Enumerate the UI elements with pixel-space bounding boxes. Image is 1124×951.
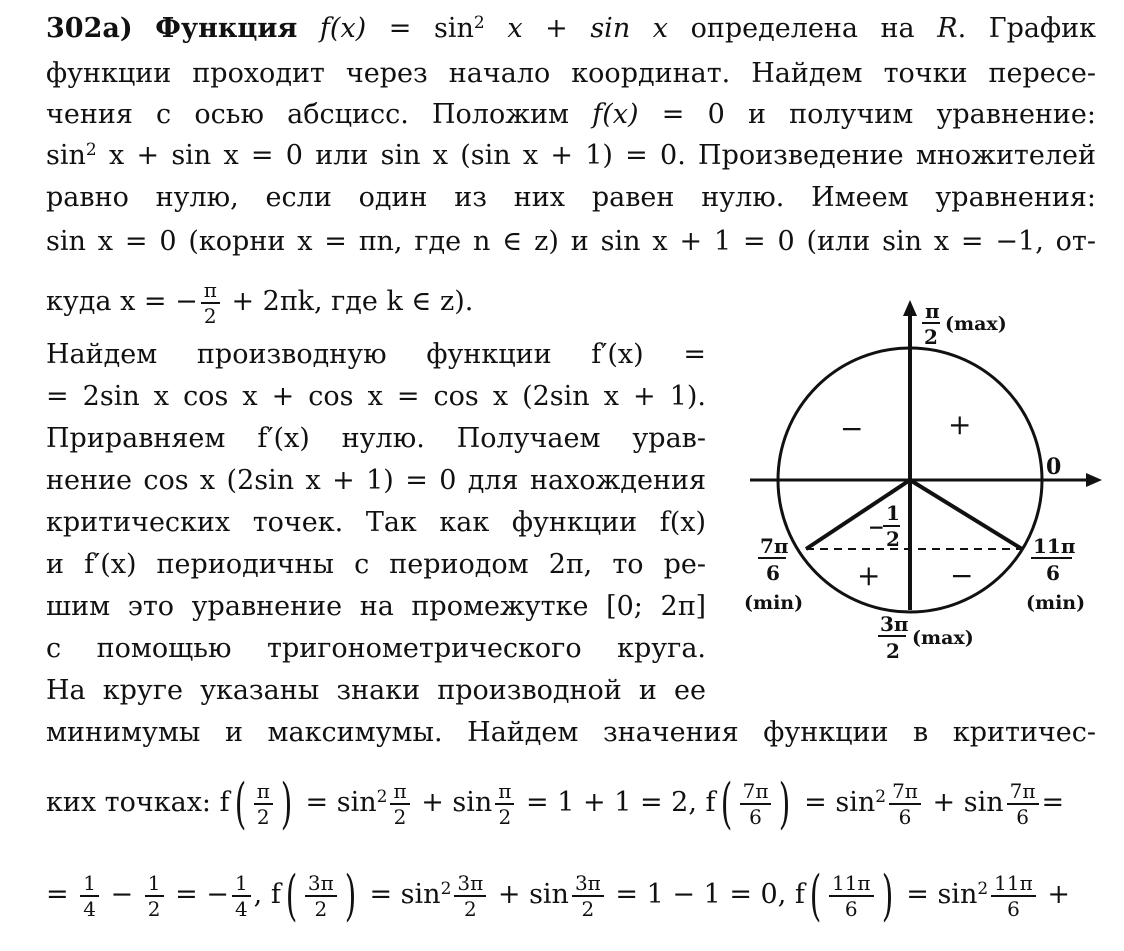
text-line-17: минимумы и максимумы. Найдем значения функции в критичес- — [46, 717, 1096, 748]
l1-f: f(x) — [319, 13, 367, 44]
l19-i: = sin — [906, 879, 978, 910]
text-line-4 — [46, 139, 1096, 173]
sign-upper-right: + — [948, 408, 972, 441]
l19-b: − — [110, 879, 134, 910]
fraction — [991, 871, 1036, 921]
fraction-num: π — [201, 278, 220, 304]
text-line-11: нение cos x (2sin x + 1) = 0 для нахождения — [46, 465, 706, 496]
paren-close: ) — [779, 771, 791, 835]
l3-f: f(x) — [592, 99, 639, 130]
y-axis-arrow — [903, 300, 917, 316]
fraction-den: 6 — [749, 804, 762, 829]
text-line-6: sin x = 0 (корни x = πn, где n ∈ z) и sin x + 1 = 0 (или sin x = −1, от- — [46, 226, 1096, 257]
paren-open: ( — [285, 863, 298, 927]
fraction — [145, 871, 164, 921]
fraction-num: 3π — [572, 871, 604, 897]
fraction — [1007, 779, 1039, 829]
left-tag: (min) — [744, 592, 804, 614]
fraction-den: 6 — [1007, 896, 1020, 921]
fraction-num: 11π — [829, 871, 874, 897]
l1-a: Функция — [155, 13, 298, 44]
fraction-den: 2 — [314, 896, 328, 921]
fraction — [201, 278, 220, 328]
l19-g: + sin — [497, 879, 569, 910]
l1-R: R — [937, 13, 958, 44]
fraction-num: π — [254, 779, 273, 805]
top-tag: (max) — [945, 313, 1007, 335]
fraction-num: π — [390, 779, 409, 805]
text-line-5: равно нулю, если один из них равен нулю. Имеем уравнения: — [46, 182, 1096, 213]
l19-j: + — [1047, 879, 1070, 910]
trig-circle-diagram — [740, 290, 1110, 670]
fraction — [740, 779, 772, 829]
paren-close: ) — [280, 771, 293, 835]
l19-h: = 1 − 1 = 0, f — [615, 879, 805, 910]
right-tag: (min) — [1026, 592, 1086, 614]
fraction-num: 1 — [145, 871, 164, 897]
fraction — [232, 871, 251, 921]
fraction — [390, 779, 409, 829]
fraction-den: 2 — [581, 896, 595, 921]
l19-sq: 2 — [440, 879, 452, 899]
left-den: 6 — [766, 561, 780, 585]
fraction-den: 6 — [1016, 804, 1029, 829]
fraction — [254, 779, 273, 829]
sign-lower-right: − — [950, 559, 974, 592]
fraction-den: 4 — [234, 896, 248, 921]
center-minus: − — [868, 515, 885, 539]
l19-a: = — [46, 879, 69, 910]
radius-11pi6 — [910, 480, 1022, 549]
l4-b: x + sin x = 0 или sin x (sin x + 1) = 0. Произведение множителей — [108, 140, 1096, 171]
fraction-num: 1 — [80, 871, 99, 897]
fraction — [454, 871, 486, 921]
fraction-den: 2 — [147, 896, 161, 921]
l4-sq: 2 — [85, 140, 97, 160]
l19-e: = sin — [369, 879, 441, 910]
fraction — [80, 871, 99, 921]
fraction-den: 2 — [463, 896, 477, 921]
l19-sq2: 2 — [977, 879, 989, 899]
left-num: 7π — [760, 534, 789, 558]
l18-g: + sin — [932, 787, 1004, 818]
l18-sq2: 2 — [875, 787, 887, 807]
text-line-2: функции проходит через начало координат. Найдем точки пересе- — [46, 58, 1096, 89]
fraction-num: π — [495, 779, 514, 805]
text-line-3 — [46, 98, 1096, 132]
l18-a: ких точках: f — [46, 787, 230, 818]
fraction — [572, 871, 604, 921]
text-line-18 — [46, 758, 1064, 848]
l19-c: = − — [175, 879, 229, 910]
fraction — [829, 871, 874, 921]
bottom-tag: (max) — [912, 627, 974, 649]
fraction-num: 7π — [740, 779, 772, 805]
fraction-num: 7π — [1007, 779, 1039, 805]
bottom-num: 3π — [880, 612, 909, 636]
paren-close: ) — [344, 863, 357, 927]
right-den: 6 — [1046, 561, 1060, 585]
text-line-8: Найдем производную функции f′(x) = — [46, 339, 706, 370]
x-axis-arrow — [1086, 473, 1102, 487]
text-line-19 — [46, 850, 1070, 940]
paren-open: ( — [234, 771, 246, 835]
center-den: 2 — [886, 527, 900, 551]
l18-e: = sin — [804, 787, 876, 818]
l1-sq: 2 — [473, 13, 485, 33]
text-line-13: и f′(x) периодичны с периодом 2π, то ре- — [46, 549, 706, 580]
l18-b: = sin — [305, 787, 377, 818]
center-num: 1 — [886, 501, 900, 525]
fraction-num: 11π — [991, 871, 1036, 897]
sign-upper-left: − — [840, 412, 864, 445]
l1-d: определена на — [690, 13, 915, 44]
text-line-14: шим это уравнение на промежутке [0; 2π] — [46, 591, 706, 622]
l18-c: + sin — [421, 787, 493, 818]
bottom-den: 2 — [886, 639, 900, 663]
text-line-10: Приравняем f′(x) нулю. Получаем урав- — [46, 423, 706, 454]
fraction — [889, 779, 921, 829]
text-line-1 — [46, 12, 1096, 46]
l18-sq1: 2 — [376, 787, 388, 807]
text-line-16: На круге указаны знаки производной и ее — [46, 675, 706, 706]
fraction-den: 2 — [393, 804, 407, 829]
l19-d: , f — [253, 879, 281, 910]
paren-open: ( — [809, 863, 822, 927]
l1-b: = sin — [366, 13, 474, 44]
l1-e: . График — [957, 13, 1096, 44]
fraction-num: 3π — [305, 871, 337, 897]
top-num: π — [925, 299, 940, 323]
paren-close: ) — [881, 863, 893, 927]
fraction-num: 3π — [454, 871, 486, 897]
fraction-den: 2 — [203, 303, 217, 328]
fraction-den: 4 — [83, 896, 96, 921]
fraction-num: 1 — [232, 871, 251, 897]
fraction — [305, 871, 337, 921]
top-den: 2 — [924, 325, 938, 349]
fraction — [495, 779, 514, 829]
l18-h: = — [1041, 787, 1065, 818]
fraction-num: 7π — [889, 779, 921, 805]
fraction-den: 2 — [498, 804, 512, 829]
text-line-12: критических точек. Так как функции f(x) — [46, 507, 706, 538]
text-line-7 — [46, 272, 473, 332]
l1-c: x + sin x — [507, 13, 669, 44]
l4-a: sin — [46, 140, 86, 171]
paren-open: ( — [720, 771, 732, 835]
l7-b: + 2πk, где k ∈ z). — [231, 286, 474, 317]
fraction-den: 2 — [256, 804, 270, 829]
zero-label: 0 — [1046, 454, 1062, 480]
fraction-den: 6 — [844, 896, 858, 921]
problem-number: 302а) — [46, 13, 133, 44]
sign-lower-left: + — [857, 559, 881, 592]
text-line-15: с помощью тригонометрического круга. — [46, 633, 706, 664]
l18-d: = 1 + 1 = 2, f — [526, 787, 716, 818]
fraction-den: 6 — [898, 804, 912, 829]
right-num: 11π — [1033, 534, 1076, 558]
text-line-9: = 2sin x cos x + cos x = cos x (2sin x + 1). — [46, 381, 706, 412]
l3-b: = 0 и получим уравнение: — [638, 99, 1096, 130]
l3-a: чения с осью абсцисс. Положим — [46, 99, 570, 130]
l7-a: куда x = − — [46, 286, 198, 317]
